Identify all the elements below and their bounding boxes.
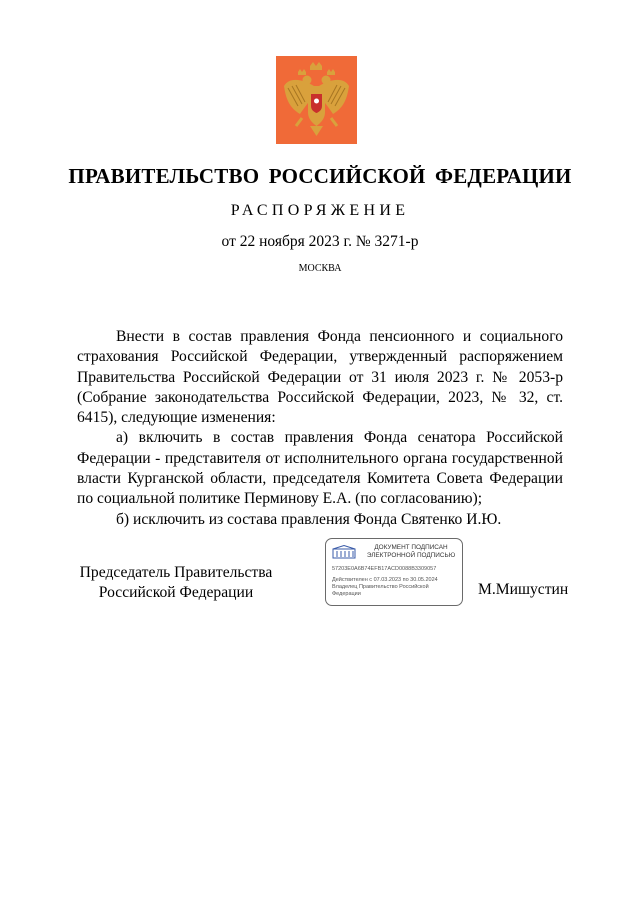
paragraph-intro: Внести в состав правления Фонда пенсионного и социального страхования Российской Федерации, утвержденный распоряжением Правительства Российской Федерации от 31 июля 2023 г. № 2053-р (Собрание законодательства Российской Федерации, 2023, № 32, ст. 6415), следующие изменения: <box>77 328 563 427</box>
document-type: РАСПОРЯЖЕНИЕ <box>230 202 410 219</box>
signatory-position <box>62 563 290 602</box>
government-title: ПРАВИТЕЛЬСТВО РОССИЙСКОЙ ФЕДЕРАЦИИ <box>68 164 572 188</box>
stamp-title-line2: ЭЛЕКТРОННОЙ ПОДПИСЬЮ <box>366 552 456 559</box>
signatory-name: М.Мишустин <box>478 581 569 598</box>
document-date-number: от 22 ноября 2023 г. № 3271-р <box>221 233 419 250</box>
building-icon <box>332 545 356 559</box>
document-city: МОСКВА <box>298 263 342 274</box>
paragraph-item-b: б) исключить из состава правления Фонда Святенко И.Ю. <box>116 510 502 528</box>
stamp-owner-line1: Владелец Правительство Российской <box>332 584 429 590</box>
stamp-title-line1: ДОКУМЕНТ ПОДПИСАН <box>374 544 448 551</box>
signatory-position-line2: Российской Федерации <box>98 583 254 601</box>
signatory-position-line1: Председатель Правительства <box>79 564 273 581</box>
stamp-title <box>362 544 460 560</box>
stamp-serial: 57203E0A6B74EFB17ACD0088B3309057 <box>332 566 437 572</box>
stamp-validity: Действителен с 07.03.2023 по 30.05.2024 <box>332 577 438 583</box>
paragraph-item-a: а) включить в состав правления Фонда сенатора Российской Федерации - представителя от исполнительного органа государственной власти Курганской области, председателя Комитета Совета Федерации по социальной политике Перминову Е.А. (по согласованию); <box>77 429 563 508</box>
coat-of-arms-icon <box>276 56 357 144</box>
electronic-signature-stamp <box>325 538 463 606</box>
document-body <box>77 327 563 530</box>
stamp-owner-line2: Федерации <box>332 591 361 597</box>
